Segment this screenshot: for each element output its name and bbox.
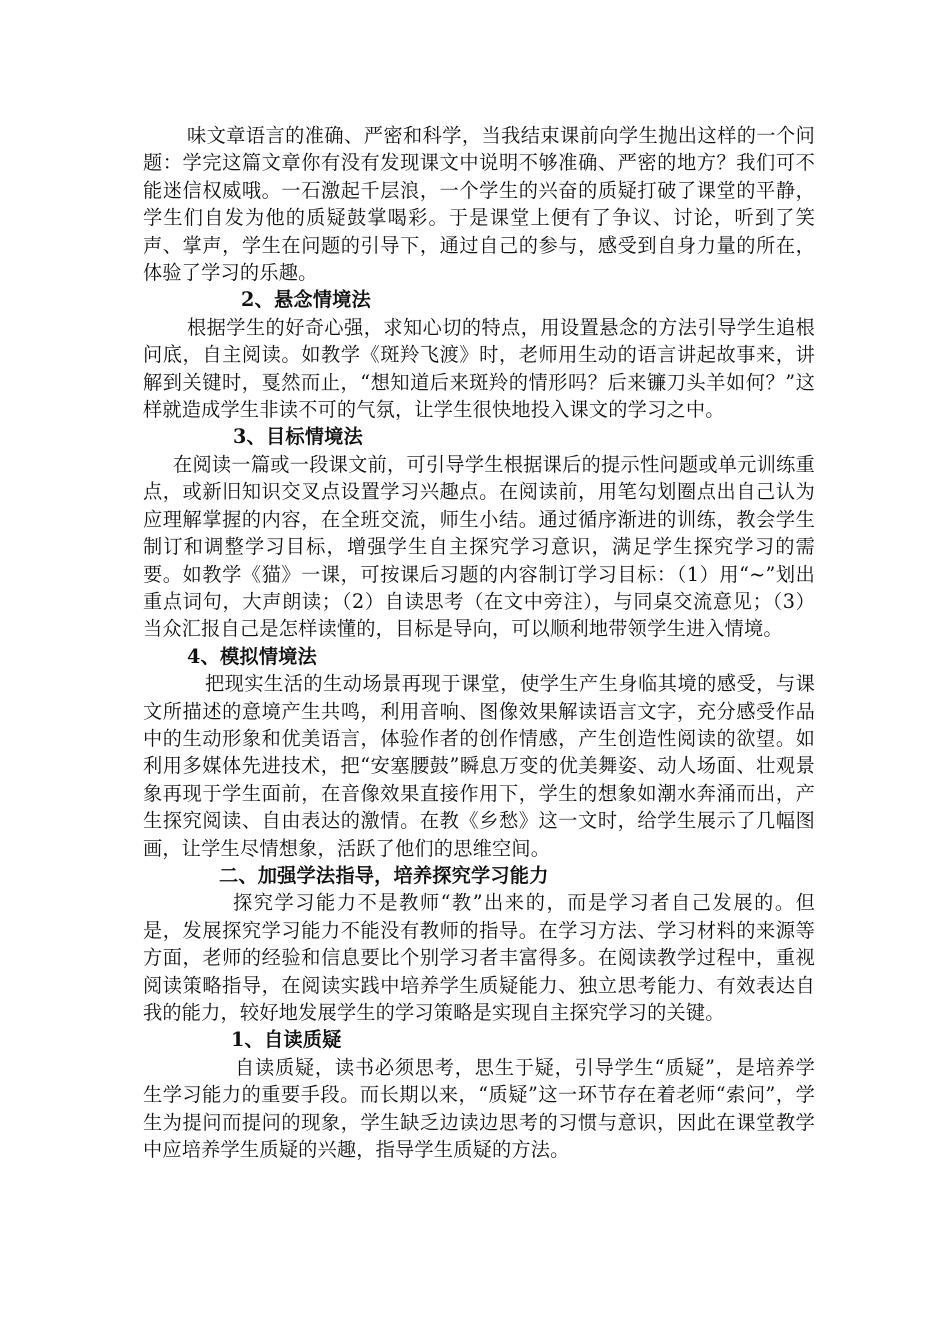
paragraph-learning-guidance: 探究学习能力不是教师“教”出来的，而是学习者自己发展的。但是，发展探究学习能力不能没有教师的指导。在学习方法、学习材料的来源等方面，老师的经验和信息要比个别学习者丰富得多。在阅读教学过程中，重视阅读策略指导，在阅读实践中培养学生质疑能力、独立思考能力、有效表达自我的能力，较好地发展学生的学习策略是实现自主探究学习的关键。 — [143, 891, 815, 1024]
paragraph-continuation: 味文章语言的准确、严密和科学，当我结束课前向学生抛出这样的一个问题：学完这篇文章你有没有发现课文中说明不够准确、严密的地方？我们可不能迷信权威哦。一石激起千层浪，一个学生的兴奋的质疑打破了课堂的平静，学生们自发为他的质疑鼓掌喝彩。于是课堂上便有了争议、讨论，听到了笑声、掌声，学生在问题的引导下，通过自己的参与，感受到自身力量的所在，体验了学习的乐趣。 — [143, 124, 815, 285]
heading-self-questioning: 1、自读质疑 — [231, 1028, 342, 1052]
paragraph-simulation: 把现实生活的生动场景再现于课堂，使学生产生身临其境的感受，与课文所描述的意境产生共鸣，利用音响、图像效果解读语言文字，充分感受作品中的生动形象和优美语言，体验作者的创作情感，产生创造性阅读的欲望。如利用多媒体先进技术，把“安塞腰鼓”瞬息万变的优美舞姿、动人场面、壮观景象再现于学生面前，在音像效果直接作用下，学生的想象如潮水奔涌而出，产生探究阅读、自由表达的激情。在教《乡愁》这一文时，给学生展示了几幅图画，让学生尽情想象，活跃了他们的思维空间。 — [143, 672, 815, 860]
paragraph-suspense: 根据学生的好奇心强，求知心切的特点，用设置悬念的方法引导学生追根问底，自主阅读。如教学《斑羚飞渡》时，老师用生动的语言讲起故事来，讲解到关键时，戛然而止，“想知道后来斑羚的情形吗？后来镰刀头羊如何？”这样就造成学生非读不可的气氛，让学生很快地投入课文的学习之中。 — [143, 315, 815, 422]
paragraph-goal: 在阅读一篇或一段课文前，可引导学生根据课后的提示性问题或单元训练重点，或新旧知识交叉点设置学习兴趣点。在阅读前，用笔勾划圈点出自己认为应理解掌握的内容，在全班交流，师生小结。通过循序渐进的训练，教会学生制订和调整学习目标，增强学生自主探究学习意识，满足学生探究学习的需要。如教学《猫》一课，可按课后习题的内容制订学习目标：（1）用“~”划出重点词句，大声朗读；（2）自读思考（在文中旁注），与同桌交流意见；（3）当众汇报自己是怎样读懂的，目标是导向，可以顺利地带领学生进入情境。 — [143, 452, 815, 641]
heading-section-two: 二、加强学法指导，培养探究学习能力 — [219, 863, 549, 887]
document-body — [143, 122, 815, 1163]
paragraph-self-questioning: 自读质疑，读书必须思考，思生于疑，引导学生“质疑”，是培养学生学习能力的重要手段。而长期以来，“质疑”这一环节存在着老师“索问”，学生为提问而提问的现象，学生缺乏边读边思考的习惯与意识，因此在课堂教学中应培养学生质疑的兴趣，指导学生质疑的方法。 — [143, 1055, 815, 1162]
heading-simulation-method: 4、模拟情境法 — [187, 644, 317, 668]
heading-suspense-method: 2、悬念情境法 — [241, 288, 371, 312]
heading-goal-method: 3、目标情境法 — [233, 425, 363, 449]
